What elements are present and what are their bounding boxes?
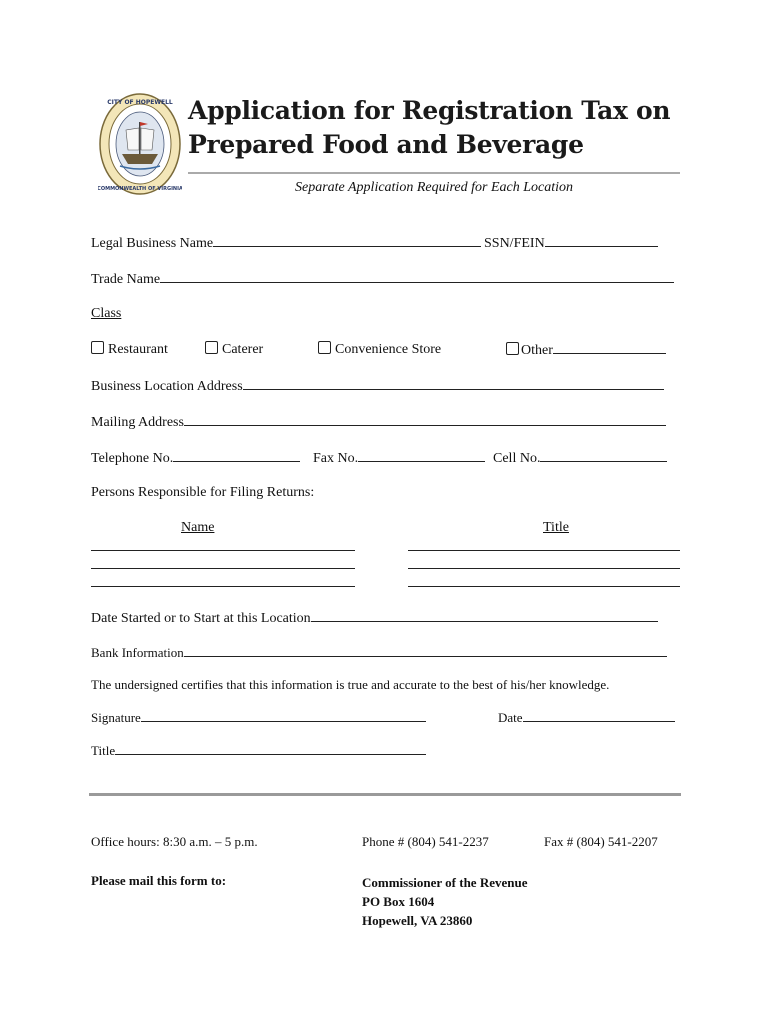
page-title	[188, 94, 688, 162]
convenience-store-label: Convenience Store	[335, 342, 442, 357]
mailing-address-label: Mailing Address	[91, 415, 184, 430]
telephone-field[interactable]	[173, 449, 300, 462]
address-line-1: Commissioner of the Revenue	[362, 875, 528, 890]
title-line-1: Application for Registration Tax on	[188, 96, 671, 125]
business-location-row	[91, 377, 664, 395]
signature-field[interactable]	[141, 709, 426, 722]
ssn-fein-label: SSN/FEIN	[484, 236, 545, 251]
ssn-fein-row	[484, 234, 658, 252]
office-fax: Fax # (804) 541-2207	[544, 834, 658, 849]
other-checkbox[interactable]	[506, 342, 519, 355]
person-title-field-1[interactable]	[408, 550, 680, 551]
seal-text-top: CITY OF HOPEWELL	[107, 99, 173, 106]
seal-text-bottom: COMMONWEALTH OF VIRGINIA	[98, 186, 182, 192]
trade-name-label: Trade Name	[91, 272, 161, 287]
office-phone: Phone # (804) 541-2237	[362, 834, 489, 849]
caterer-label: Caterer	[222, 342, 264, 357]
telephone-row	[91, 449, 300, 467]
cell-label: Cell No.	[493, 451, 541, 466]
caterer-checkbox[interactable]	[205, 341, 218, 354]
date-started-label: Date Started or to Start at this Location	[91, 611, 311, 626]
person-name-field-3[interactable]	[91, 586, 355, 587]
legal-business-name-label: Legal Business Name	[91, 236, 214, 251]
trade-name-field[interactable]	[160, 270, 674, 283]
restaurant-checkbox[interactable]	[91, 341, 104, 354]
trade-name-row	[91, 270, 674, 288]
business-location-field[interactable]	[243, 377, 664, 390]
other-field[interactable]	[553, 341, 666, 354]
date-label: Date	[498, 710, 523, 725]
address-line-2: PO Box 1604	[362, 894, 435, 909]
signer-title-field[interactable]	[115, 742, 426, 755]
fax-field[interactable]	[358, 449, 485, 462]
legal-business-name-field[interactable]	[213, 234, 481, 247]
class-option-caterer[interactable]	[205, 341, 263, 358]
signature-row	[91, 709, 426, 726]
mail-prompt: Please mail this form to:	[91, 873, 227, 888]
signature-label: Signature	[91, 710, 141, 725]
person-title-field-2[interactable]	[408, 568, 680, 569]
cell-field[interactable]	[540, 449, 667, 462]
person-name-field-1[interactable]	[91, 550, 355, 551]
class-option-other[interactable]	[506, 341, 666, 359]
ssn-fein-field[interactable]	[545, 234, 658, 247]
office-hours: Office hours: 8:30 a.m. – 5 p.m.	[91, 834, 258, 849]
other-label: Other	[521, 343, 553, 358]
name-column-heading: Name	[181, 520, 215, 535]
title-line-2: Prepared Food and Beverage	[188, 130, 584, 159]
class-option-restaurant[interactable]	[91, 341, 168, 358]
convenience-store-checkbox[interactable]	[318, 341, 331, 354]
certification-text: The undersigned certifies that this information is true and accurate to the best of his/her knowledge.	[91, 677, 610, 692]
title-divider	[188, 172, 680, 174]
address-line-3: Hopewell, VA 23860	[362, 913, 473, 928]
date-row	[498, 709, 675, 726]
class-option-convenience-store[interactable]	[318, 341, 441, 358]
mailing-address-row	[91, 413, 666, 431]
title-column-heading: Title	[543, 520, 569, 535]
bank-information-row	[91, 644, 667, 661]
signer-title-label: Title	[91, 743, 116, 758]
fax-label: Fax No.	[313, 451, 359, 466]
restaurant-label: Restaurant	[108, 342, 168, 357]
date-field[interactable]	[523, 709, 675, 722]
subtitle: Separate Application Required for Each Location	[294, 180, 574, 195]
person-title-field-3[interactable]	[408, 586, 680, 587]
bank-information-field[interactable]	[184, 644, 667, 657]
bank-information-label: Bank Information	[91, 645, 184, 660]
mailing-address-block	[362, 873, 528, 930]
city-seal	[98, 92, 182, 196]
cell-row	[493, 449, 667, 467]
date-started-field[interactable]	[311, 609, 658, 622]
class-heading: Class	[91, 306, 122, 321]
business-location-label: Business Location Address	[91, 379, 243, 394]
mailing-address-field[interactable]	[184, 413, 666, 426]
seal-icon	[98, 92, 182, 196]
footer-divider	[89, 793, 681, 796]
fax-row	[313, 449, 485, 467]
telephone-label: Telephone No.	[91, 451, 174, 466]
person-name-field-2[interactable]	[91, 568, 355, 569]
persons-responsible-label: Persons Responsible for Filing Returns:	[91, 485, 315, 500]
legal-business-name-row	[91, 234, 481, 252]
date-started-row	[91, 609, 658, 627]
signer-title-row	[91, 742, 426, 759]
